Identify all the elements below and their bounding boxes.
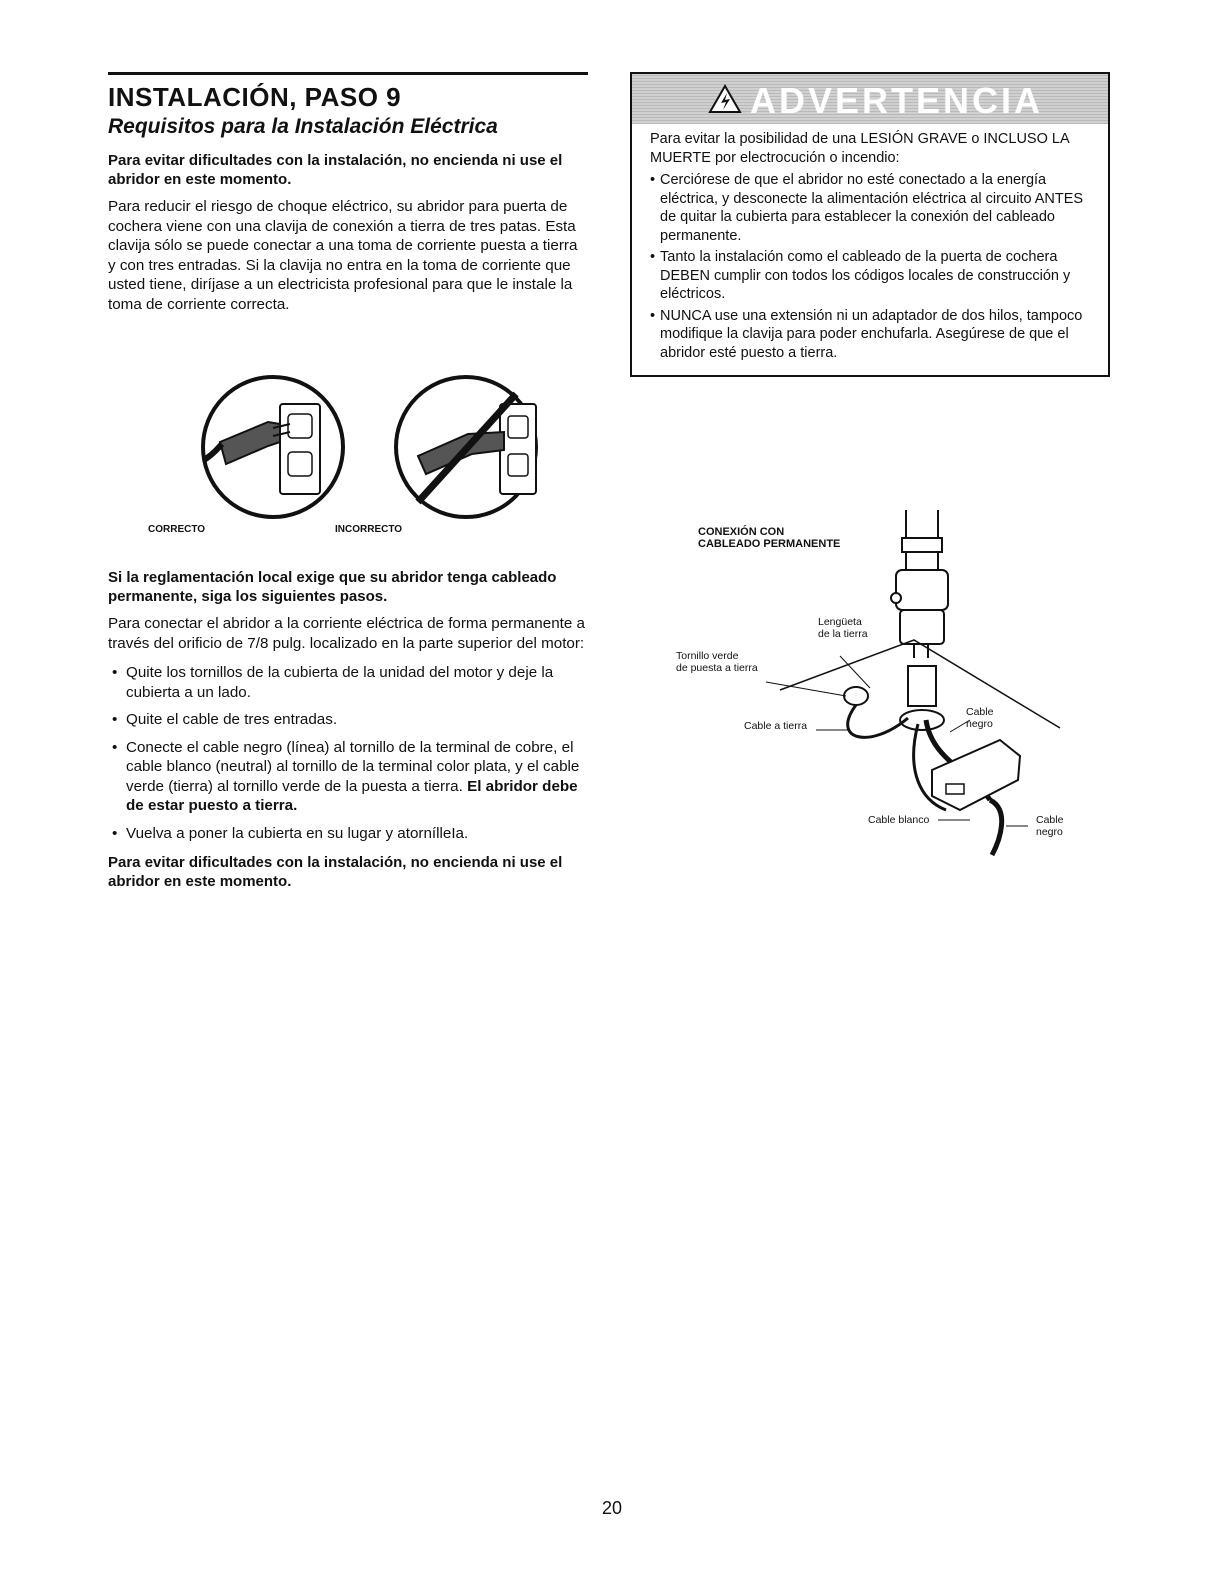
outlet-illustration bbox=[108, 324, 588, 554]
step-text: Vuelva a poner la cubierta en su lugar y atornílleIa. bbox=[126, 824, 469, 842]
list-item: • NUNCA use una extensión ni un adaptador de dos hilos, tampoco modifique la clavija para poder enchufarla. Asegúrese de que el abridor esté puesto a tierra. bbox=[650, 307, 1083, 361]
wiring-drawing bbox=[670, 510, 1090, 890]
correct-outlet-figure bbox=[203, 377, 343, 517]
label-line: Cable bbox=[1036, 814, 1064, 826]
diagram-title-line: CONEXIÓN CON bbox=[698, 526, 785, 538]
wiring-diagram bbox=[670, 510, 1090, 890]
black-cable-label bbox=[966, 706, 993, 730]
correct-label: CORRECTO bbox=[148, 524, 206, 535]
closing-warning: Para evitar dificultades con la instalación, no encienda ni use el abridor en este momento. bbox=[108, 854, 563, 890]
warning-box bbox=[630, 72, 1110, 377]
step-text: Quite el cable de tres entradas. bbox=[126, 711, 338, 728]
warning-text: Tanto la instalación como el cableado de la puerta de cochera DEBEN cumplir con todos los códigos locales de construcción y eléctricos. bbox=[660, 249, 1071, 302]
ground-cable-label: Cable a tierra bbox=[744, 720, 808, 732]
ground-note: El abridor debe de estar puesto a tierra. bbox=[126, 777, 578, 814]
black-cable-label-2 bbox=[1036, 814, 1063, 838]
warning-text: Cerciórese de que el abridor no esté conectado a la energía eléctrica, y desconecte la alimentación eléctrica al circuito ANTES de quitar la cubierta para establecer la conexión del cableado permanente. bbox=[660, 172, 1084, 244]
green-screw-label bbox=[676, 650, 758, 674]
label-line: negro bbox=[1036, 826, 1063, 838]
list-item: • Quite los tornillos de la cubierta de la unidad del motor y deje la cubierta a un lado. bbox=[112, 664, 554, 701]
label-line: negro bbox=[966, 718, 993, 730]
incorrect-label: INCORRECTO bbox=[335, 524, 403, 535]
page-number: 20 bbox=[601, 1498, 623, 1518]
step-text: Conecte el cable negro (línea) al tornillo de la terminal de cobre, el cable blanco (neutral) al tornillo de la terminal color plata, y el cable verde (tierra) al tornillo verde de la puesta a tierra. bbox=[126, 738, 580, 795]
outlet-drawing bbox=[108, 324, 588, 544]
left-column bbox=[108, 72, 588, 899]
intro-paragraph: Para reducir el riesgo de choque eléctrico, su abridor para puerta de cochera viene con una clavija de conexión a tierra de tres patas. Esta clavija sólo se puede conectar a una toma de corriente puesta a tierra y con tres entradas. Si la clavija no entra en la toma de corriente que usted tiene, diríjase a un electricista profesional para que le instale la toma de corriente correcta. bbox=[108, 198, 578, 313]
steps-list bbox=[108, 663, 588, 843]
label-line: Cable bbox=[966, 706, 994, 718]
warning-list bbox=[650, 171, 1096, 362]
warning-body bbox=[632, 124, 1108, 375]
list-item: • Conecte el cable negro (línea) al tornillo de la terminal de cobre, el cable blanco (neutral) al tornillo de la terminal color plata, y el cable verde (tierra) al tornillo verde de la puesta a tierra. El abridor debe de estar puesto a tierra. bbox=[112, 738, 580, 814]
diagram-title bbox=[698, 526, 840, 550]
permanent-paragraph: Para conectar el abridor a la corriente eléctrica de forma permanente a través del orificio de 7/8 pulg. localizado en la parte superior del motor: bbox=[108, 615, 585, 652]
permanent-intro: Si la reglamentación local exige que su abridor tenga cableado permanente, siga los siguientes pasos. bbox=[108, 569, 557, 605]
warning-heading: ADVERTENCIA bbox=[750, 80, 1044, 121]
incorrect-outlet-figure bbox=[396, 377, 536, 517]
white-cable-label: Cable blanco bbox=[868, 814, 930, 826]
title-rule bbox=[108, 72, 588, 75]
warning-header bbox=[632, 74, 1108, 124]
section-subtitle: Requisitos para la Instalación Eléctrica bbox=[108, 115, 498, 138]
list-item: • Quite el cable de tres entradas. bbox=[112, 711, 338, 728]
diagram-title-line: CABLEADO PERMANENTE bbox=[698, 538, 841, 550]
list-item: • Cerciórese de que el abridor no esté conectado a la energía eléctrica, y desconecte la alimentación eléctrica al circuito ANTES de quitar la cubierta para establecer la conexión del cableado permanente. bbox=[650, 172, 1084, 244]
warning-intro: Para evitar la posibilidad de una LESIÓN GRAVE o INCLUSO LA MUERTE por electrocución o incendio: bbox=[650, 131, 1069, 166]
step-text: Quite los tornillos de la cubierta de la unidad del motor y deje la cubierta a un lado. bbox=[126, 664, 554, 701]
label-line: Tornillo verde bbox=[676, 650, 739, 662]
warning-text: NUNCA use una extensión ni un adaptador de dos hilos, tampoco modifique la clavija para poder enchufarla. Asegúrese de que el abridor esté puesto a tierra. bbox=[660, 307, 1083, 361]
list-item: • Vuelva a poner la cubierta en su lugar y atornílleIa. bbox=[112, 824, 469, 842]
label-line: de puesta a tierra bbox=[676, 662, 758, 674]
ground-tab-label bbox=[818, 616, 868, 640]
intro-warning: Para evitar dificultades con la instalación, no encienda ni use el abridor en este momento. bbox=[108, 152, 563, 188]
list-item: • Tanto la instalación como el cableado de la puerta de cochera DEBEN cumplir con todos los códigos locales de construcción y eléctricos. bbox=[650, 249, 1071, 302]
label-line: de la tierra bbox=[818, 628, 868, 640]
warning-triangle-icon bbox=[708, 84, 742, 114]
page-title: INSTALACIÓN, PASO 9 bbox=[108, 82, 402, 112]
label-line: Lengüeta bbox=[818, 616, 862, 628]
